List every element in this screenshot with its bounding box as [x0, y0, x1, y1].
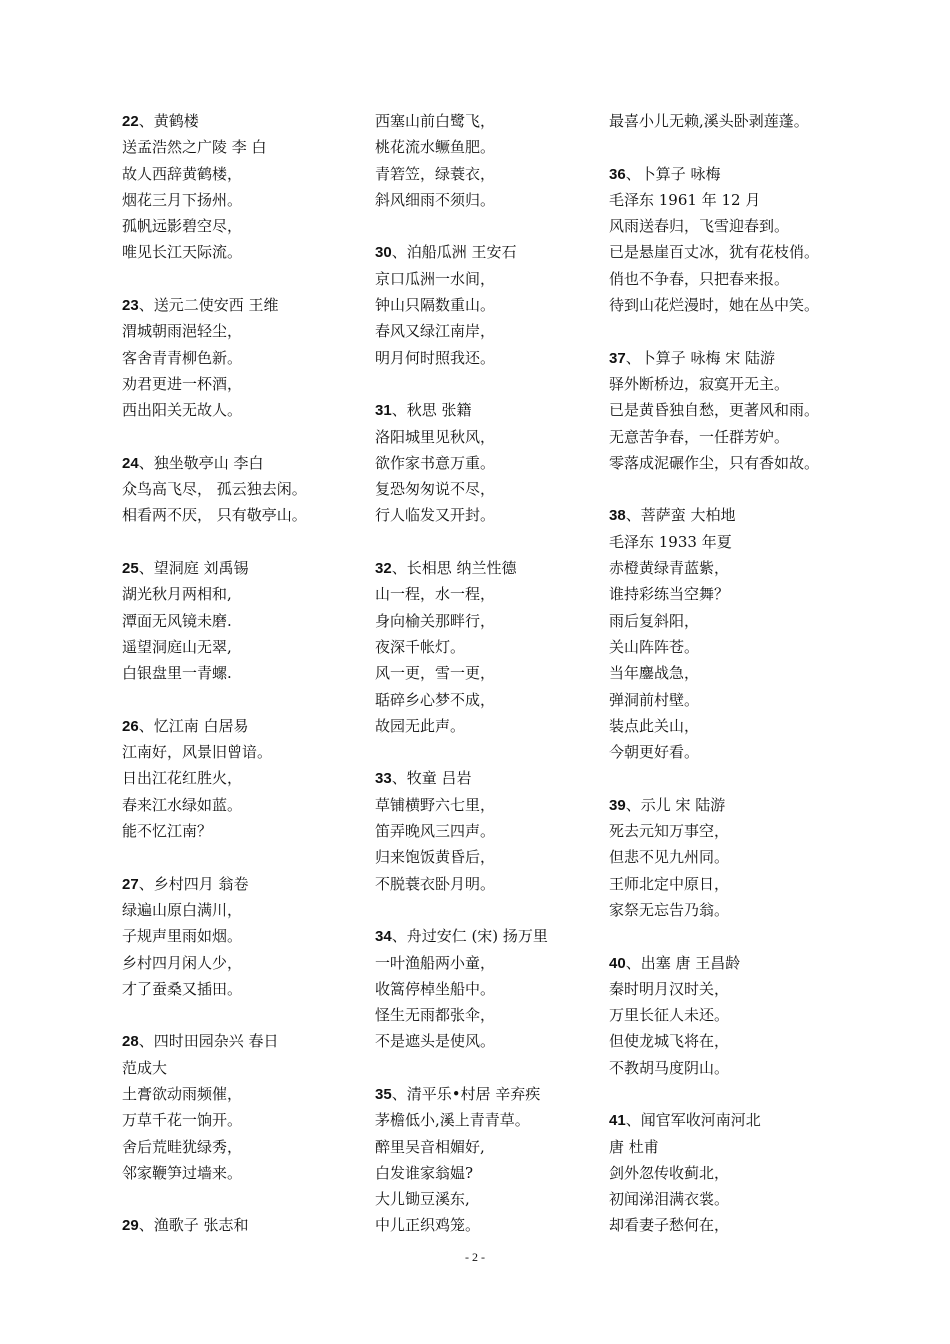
poem-line: 不脱蓑衣卧月明。: [375, 874, 496, 893]
poem-line: 已是悬崖百丈冰，犹有花枝俏。: [609, 243, 820, 262]
poem-line: 青箬笠，绿蓑衣，: [375, 164, 496, 183]
column-2: [375, 108, 610, 1239]
poem-title-text: 、舟过安仁 (宋) 扬万里: [391, 927, 548, 946]
poem-line: 乡村四月闲人少，: [122, 953, 243, 972]
stanza-gap: [609, 134, 944, 160]
poem-line: 谁持彩练当空舞？: [609, 585, 730, 604]
poem-line: 春来江水绿如蓝。: [122, 795, 243, 814]
stanza-gap: [375, 371, 610, 397]
poem-line: 关山阵阵苍。: [609, 637, 700, 656]
poem-line: 邻家鞭笋过墙来。: [122, 1163, 243, 1182]
poem-line: 已是黄昏独自愁，更著风和雨。: [609, 401, 820, 420]
poem-line: 怪生无雨都张伞，: [375, 1006, 496, 1025]
poem-title: [609, 792, 944, 818]
poem-number: 22: [122, 113, 139, 130]
poem-line: 白发谁家翁媪?: [375, 1163, 474, 1182]
poem-line: 当年鏖战急，: [609, 664, 700, 683]
poem-title-text: 、牧童 吕岩: [391, 769, 472, 788]
poem-line: 故人西辞黄鹤楼，: [122, 164, 243, 183]
poem-line: 西塞山前白鹭飞，: [375, 112, 496, 130]
poem-title-text: 、四时田园杂兴 春日: [138, 1032, 279, 1051]
poem-title-text: 、黄鹤楼: [138, 112, 199, 130]
poem-line: 斜风细雨不须归。: [375, 190, 496, 209]
poem-line: 钟山只隔数重山。: [375, 296, 496, 315]
poem-line: 雨后复斜阳，: [609, 611, 700, 630]
poem-line: 桃花流水鳜鱼肥。: [375, 138, 496, 157]
stanza-gap: [122, 1002, 362, 1028]
poem-line: 湖光秋月两相和,: [122, 585, 232, 604]
poem-title: [375, 555, 610, 581]
stanza-gap: [122, 266, 362, 292]
poem-number: 24: [122, 454, 139, 472]
stanza-gap: [609, 1081, 944, 1107]
poem-title-text: 、渔歌子 张志和: [138, 1216, 249, 1235]
poem-line: 零落成泥碾作尘，只有香如故。: [609, 453, 820, 472]
poem-title-text: 、望洞庭 刘禹锡: [138, 559, 249, 578]
poem-number: 35: [375, 1085, 392, 1103]
stanza-gap: [375, 529, 610, 555]
poem-title-text: 、乡村四月 翁卷: [138, 874, 249, 893]
poem-line: 归来饱饭黄昏后，: [375, 848, 496, 867]
poem-number: 37: [609, 349, 626, 367]
poem-number: 29: [122, 1217, 139, 1235]
poem-title: [122, 871, 362, 897]
poem-line: 大儿锄豆溪东,: [375, 1190, 470, 1209]
stanza-gap: [375, 213, 610, 239]
poem-line: 夜深千帐灯。: [375, 637, 466, 656]
stanza-gap: [609, 476, 944, 502]
poem-line: 洛阳城里见秋风，: [375, 427, 496, 446]
poem-line: 无意苦争春，一任群芳妒。: [609, 427, 790, 446]
poem-line: 劝君更进一杯酒，: [122, 374, 243, 393]
poem-title-text: 、忆江南 白居易: [138, 716, 249, 735]
poem-title: [375, 765, 610, 791]
poem-line: 聒碎乡心梦不成，: [375, 690, 496, 709]
poem-title-text: 、出塞 唐 王昌龄: [625, 953, 741, 972]
poem-title-text: 、独坐敬亭山 李白: [138, 453, 264, 472]
poem-number: 39: [609, 796, 626, 814]
column-1: [122, 108, 362, 1239]
poem-title: [609, 345, 944, 371]
poem-number: 23: [122, 297, 139, 315]
poem-line: 醉里吴音相媚好,: [375, 1137, 485, 1156]
poem-line: 日出江花红胜火，: [122, 769, 243, 788]
poem-line: 子规声里雨如烟。: [122, 927, 243, 946]
poem-line: 潭面无风镜未磨.: [122, 611, 232, 630]
stanza-gap: [122, 529, 362, 555]
poem-title: [122, 555, 362, 581]
poem-line: 弹洞前村壁。: [609, 690, 700, 709]
poem-title: [122, 108, 362, 134]
poem-line: 遥望洞庭山无翠,: [122, 637, 232, 656]
poem-title: [122, 713, 362, 739]
poem-line: 绿遍山原白满川，: [122, 900, 243, 919]
poem-line: 剑外忽传收蓟北，: [609, 1163, 730, 1182]
poem-number: 40: [609, 954, 626, 972]
poem-number: 33: [375, 770, 392, 788]
poem-title-text: 、卜算子 咏梅: [625, 164, 721, 183]
stanza-gap: [609, 923, 944, 949]
poem-title-text: 、清平乐•村居 辛弃疾: [391, 1084, 541, 1103]
poem-line: 今朝更好看。: [609, 743, 700, 762]
poem-number: 38: [609, 507, 626, 525]
poem-title-text: 、泊船瓜洲 王安石: [391, 243, 517, 262]
poem-line: 京口瓜洲一水间，: [375, 269, 496, 288]
poem-line: 行人临发又开封。: [375, 506, 496, 525]
stanza-gap: [375, 897, 610, 923]
poem-line: 一叶渔船两小童，: [375, 953, 496, 972]
column-3: [609, 108, 944, 1239]
poem-line: 舍后荒畦犹绿秀，: [122, 1137, 243, 1156]
poem-title-text: 、闻官军收河南河北: [625, 1111, 761, 1130]
poem-line: 待到山花烂漫时，她在丛中笑。: [609, 296, 820, 315]
poem-line: 相看两不厌， 只有敬亭山。: [122, 506, 307, 525]
poem-title: [609, 502, 944, 528]
poem-line: 唐 杜甫: [609, 1137, 659, 1156]
poem-number: 28: [122, 1033, 139, 1051]
poem-line: 驿外断桥边，寂寞开无主。: [609, 374, 790, 393]
poem-title: [609, 950, 944, 976]
stanza-gap: [375, 739, 610, 765]
stanza-gap: [122, 844, 362, 870]
poem-line: 不是遮头是使风。: [375, 1032, 496, 1051]
poem-line: 白银盘里一青螺.: [122, 664, 232, 683]
poem-number: 26: [122, 717, 139, 735]
poem-line: 身向榆关那畔行，: [375, 611, 496, 630]
poem-line: 范成大: [122, 1058, 168, 1077]
poem-line: 客舍青青柳色新。: [122, 348, 243, 367]
poem-line: 山一程，水一程，: [375, 585, 496, 604]
poem-line: 孤帆远影碧空尽，: [122, 217, 243, 236]
poem-line: 渭城朝雨浥轻尘，: [122, 322, 243, 341]
poem-line: 装点此关山，: [609, 716, 700, 735]
poem-title: [375, 1081, 610, 1107]
poem-title: [375, 923, 610, 949]
stanza-gap: [375, 1055, 610, 1081]
poem-line: 江南好，风景旧曾谙。: [122, 743, 273, 762]
poem-line: 欲作家书意万重。: [375, 453, 496, 472]
poem-title: [609, 1107, 944, 1133]
poem-number: 32: [375, 560, 392, 578]
poem-line: 明月何时照我还。: [375, 348, 496, 367]
poem-line: 送孟浩然之广陵 李 白: [122, 138, 267, 157]
poem-number: 30: [375, 244, 392, 262]
poem-line: 毛泽东 1933 年夏: [609, 532, 732, 551]
poem-line: 秦时明月汉时关，: [609, 979, 730, 998]
poem-line: 风一更，雪一更，: [375, 664, 496, 683]
poem-number: 27: [122, 875, 139, 893]
poem-title: [122, 1028, 362, 1054]
poem-line: 收篙停棹坐船中。: [375, 979, 496, 998]
poem-line: 毛泽东 1961 年 12 月: [609, 190, 761, 209]
poem-title: [122, 1212, 362, 1238]
poem-title-text: 、秋思 张籍: [391, 401, 472, 420]
poem-line: 死去元知万事空，: [609, 822, 730, 841]
stanza-gap: [609, 318, 944, 344]
poem-line: 初闻涕泪满衣裳。: [609, 1190, 730, 1209]
poem-line: 但使龙城飞将在，: [609, 1032, 730, 1051]
poem-title: [122, 292, 362, 318]
poem-title-text: 、菩萨蛮 大柏地: [625, 506, 736, 525]
poem-line: 西出阳关无故人。: [122, 401, 243, 420]
poem-line: 茅檐低小,溪上青青草。: [375, 1111, 530, 1130]
poem-line: 俏也不争春，只把春来报。: [609, 269, 790, 288]
poem-line: 土膏欲动雨频催，: [122, 1084, 243, 1103]
poem-line: 烟花三月下扬州。: [122, 190, 243, 209]
stanza-gap: [122, 687, 362, 713]
poem-line: 万草千花一饷开。: [122, 1111, 243, 1130]
poem-title-text: 、示儿 宋 陆游: [625, 795, 726, 814]
page-number: - 2 -: [465, 1250, 485, 1264]
poem-line: 笛弄晚风三四声。: [375, 822, 496, 841]
poem-number: 25: [122, 560, 139, 578]
poem-title: [375, 397, 610, 423]
poem-line: 风雨送春归，飞雪迎春到。: [609, 217, 790, 236]
poem-line: 家祭无忘告乃翁。: [609, 900, 730, 919]
poem-line: 赤橙黄绿青蓝紫，: [609, 559, 730, 578]
poem-title: [609, 161, 944, 187]
poem-title: [122, 450, 362, 476]
poem-line: 草铺横野六七里，: [375, 795, 496, 814]
poem-title-text: 、长相思 纳兰性德: [391, 559, 517, 578]
poem-line: 却看妻子愁何在，: [609, 1216, 730, 1235]
poem-title: [375, 239, 610, 265]
poem-number: 31: [375, 402, 392, 420]
stanza-gap: [609, 765, 944, 791]
poem-line: 中儿正织鸡笼。: [375, 1216, 481, 1235]
poem-line: 才了蚕桑又插田。: [122, 979, 243, 998]
poem-line: 唯见长江天际流。: [122, 243, 243, 262]
poem-line: 春风又绿江南岸，: [375, 322, 496, 341]
stanza-gap: [122, 1186, 362, 1212]
poem-number: 36: [609, 165, 626, 183]
poem-line: 不教胡马度阴山。: [609, 1058, 730, 1077]
poem-line: 万里长征人未还。: [609, 1006, 730, 1025]
poem-line: 能不忆江南？: [122, 822, 213, 841]
poem-line: 最喜小儿无赖,溪头卧剥莲蓬。: [609, 112, 809, 130]
poem-title-text: 、卜算子 咏梅 宋 陆游: [625, 348, 775, 367]
poem-line: 众鸟高飞尽， 孤云独去闲。: [122, 480, 307, 499]
poem-line: 故园无此声。: [375, 716, 466, 735]
poem-number: 41: [609, 1112, 626, 1130]
poem-line: 复恐匆匆说不尽，: [375, 480, 496, 499]
poem-line: 但悲不见九州同。: [609, 848, 730, 867]
stanza-gap: [122, 424, 362, 450]
poem-line: 王师北定中原日，: [609, 874, 730, 893]
poem-number: 34: [375, 928, 392, 946]
poem-title-text: 、送元二使安西 王维: [138, 296, 279, 315]
